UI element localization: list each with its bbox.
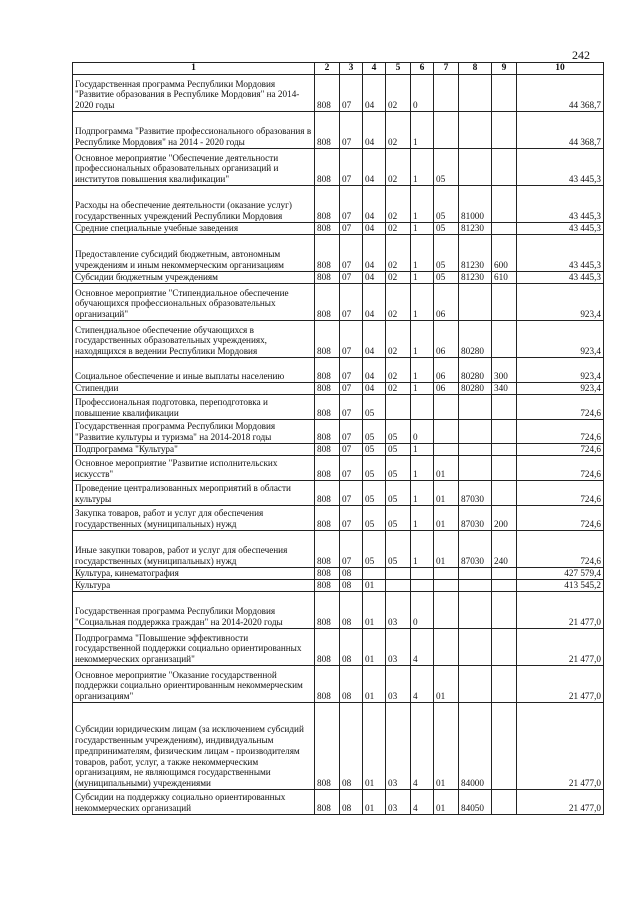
code-cell-c7: 06 bbox=[434, 284, 459, 321]
code-cell-c4: 04 bbox=[363, 284, 386, 321]
code-cell-c7 bbox=[434, 75, 459, 112]
code-cell-c9 bbox=[492, 395, 517, 420]
code-cell-c7: 06 bbox=[434, 358, 459, 383]
amount-cell: 43 445,3 bbox=[517, 223, 604, 235]
table-row bbox=[73, 149, 604, 186]
code-cell-c4: 01 bbox=[363, 629, 386, 666]
code-cell-c5: 05 bbox=[386, 420, 411, 444]
code-cell-c8 bbox=[459, 112, 492, 149]
code-cell-c2: 808 bbox=[315, 580, 340, 592]
code-cell-c8: 80280 bbox=[459, 321, 492, 358]
code-cell-c7: 06 bbox=[434, 383, 459, 395]
code-cell-c4: 04 bbox=[363, 186, 386, 223]
code-cell-c8: 87030 bbox=[459, 481, 492, 506]
code-cell-c4: 05 bbox=[363, 444, 386, 456]
code-cell-c6: 1 bbox=[411, 531, 434, 568]
table-row bbox=[73, 321, 604, 358]
code-cell-c5 bbox=[386, 395, 411, 420]
code-cell-c4: 05 bbox=[363, 456, 386, 481]
code-cell-c9 bbox=[492, 444, 517, 456]
code-cell-c6: 1 bbox=[411, 456, 434, 481]
table-row bbox=[73, 456, 604, 481]
amount-cell: 923,4 bbox=[517, 284, 604, 321]
code-cell-c6: 1 bbox=[411, 112, 434, 149]
code-cell-c3: 08 bbox=[340, 568, 363, 580]
code-cell-c3: 08 bbox=[340, 629, 363, 666]
code-cell-c9 bbox=[492, 284, 517, 321]
code-cell-c2: 808 bbox=[315, 112, 340, 149]
code-cell-c4: 01 bbox=[363, 666, 386, 703]
code-cell-c7: 01 bbox=[434, 531, 459, 568]
code-cell-c7 bbox=[434, 420, 459, 444]
code-cell-c3: 07 bbox=[340, 186, 363, 223]
code-cell-c6: 1 bbox=[411, 506, 434, 531]
code-cell-c4: 04 bbox=[363, 235, 386, 272]
row-name-cell: Субсидии на поддержку социально ориентированных некоммерческих организаций bbox=[73, 790, 315, 815]
code-cell-c9: 600 bbox=[492, 235, 517, 272]
code-cell-c6: 0 bbox=[411, 592, 434, 629]
code-cell-c8: 81230 bbox=[459, 235, 492, 272]
code-cell-c6: 1 bbox=[411, 321, 434, 358]
code-cell-c2: 808 bbox=[315, 420, 340, 444]
amount-cell: 923,4 bbox=[517, 321, 604, 358]
code-cell-c6: 1 bbox=[411, 358, 434, 383]
row-name-cell: Расходы на обеспечение деятельности (оказание услуг) государственных учреждений Республики Мордовия bbox=[73, 186, 315, 223]
code-cell-c3: 07 bbox=[340, 444, 363, 456]
code-cell-c8: 81230 bbox=[459, 272, 492, 284]
code-cell-c9: 240 bbox=[492, 531, 517, 568]
code-cell-c7: 01 bbox=[434, 456, 459, 481]
code-cell-c9 bbox=[492, 580, 517, 592]
row-name-cell: Стипендиальное обеспечение обучающихся в государственных образовательных учреждениях, находящихся в ведении Республики Мордовия bbox=[73, 321, 315, 358]
row-name-cell: Стипендии bbox=[73, 383, 315, 395]
code-cell-c8 bbox=[459, 568, 492, 580]
column-header: 6 bbox=[411, 63, 434, 75]
code-cell-c3: 08 bbox=[340, 790, 363, 815]
code-cell-c5: 02 bbox=[386, 75, 411, 112]
table-row bbox=[73, 592, 604, 629]
code-cell-c6 bbox=[411, 580, 434, 592]
row-name-cell: Закупка товаров, работ и услуг для обеспечения государственных (муниципальных) нужд bbox=[73, 506, 315, 531]
table-row bbox=[73, 284, 604, 321]
code-cell-c3: 08 bbox=[340, 580, 363, 592]
code-cell-c3: 07 bbox=[340, 506, 363, 531]
code-cell-c7 bbox=[434, 112, 459, 149]
code-cell-c5: 02 bbox=[386, 149, 411, 186]
code-cell-c9 bbox=[492, 75, 517, 112]
code-cell-c6: 1 bbox=[411, 444, 434, 456]
row-name-cell: Профессиональная подготовка, переподготовка и повышение квалификации bbox=[73, 395, 315, 420]
code-cell-c3: 07 bbox=[340, 383, 363, 395]
amount-cell: 724,6 bbox=[517, 531, 604, 568]
table-row bbox=[73, 568, 604, 580]
amount-cell: 44 368,7 bbox=[517, 75, 604, 112]
row-name-cell: Основное мероприятие "Обеспечение деятельности профессиональных образовательных организаций и институтов повышения квалификации" bbox=[73, 149, 315, 186]
code-cell-c6: 1 bbox=[411, 272, 434, 284]
column-header: 7 bbox=[434, 63, 459, 75]
row-name-cell: Основное мероприятие "Оказание государственной поддержки социально ориентированным некоммерческим организациям" bbox=[73, 666, 315, 703]
code-cell-c3: 07 bbox=[340, 284, 363, 321]
code-cell-c8 bbox=[459, 592, 492, 629]
table-header bbox=[73, 63, 604, 75]
code-cell-c8 bbox=[459, 75, 492, 112]
code-cell-c2: 808 bbox=[315, 149, 340, 186]
code-cell-c4: 04 bbox=[363, 112, 386, 149]
table-row bbox=[73, 790, 604, 815]
code-cell-c5: 05 bbox=[386, 531, 411, 568]
code-cell-c7 bbox=[434, 580, 459, 592]
table-row bbox=[73, 629, 604, 666]
amount-cell: 43 445,3 bbox=[517, 272, 604, 284]
code-cell-c9: 200 bbox=[492, 506, 517, 531]
code-cell-c4: 04 bbox=[363, 321, 386, 358]
code-cell-c8 bbox=[459, 629, 492, 666]
table-row bbox=[73, 666, 604, 703]
code-cell-c7: 01 bbox=[434, 666, 459, 703]
code-cell-c7 bbox=[434, 568, 459, 580]
code-cell-c6 bbox=[411, 568, 434, 580]
code-cell-c8: 87030 bbox=[459, 506, 492, 531]
code-cell-c3: 07 bbox=[340, 358, 363, 383]
code-cell-c5: 05 bbox=[386, 444, 411, 456]
column-header: 2 bbox=[315, 63, 340, 75]
column-header: 3 bbox=[340, 63, 363, 75]
code-cell-c9: 610 bbox=[492, 272, 517, 284]
code-cell-c9 bbox=[492, 629, 517, 666]
code-cell-c8 bbox=[459, 284, 492, 321]
code-cell-c5: 05 bbox=[386, 506, 411, 531]
row-name-cell: Государственная программа Республики Мордовия "Развитие образования в Республике Мордовия" на 2014-2020 годы bbox=[73, 75, 315, 112]
code-cell-c2: 808 bbox=[315, 383, 340, 395]
code-cell-c3: 07 bbox=[340, 75, 363, 112]
code-cell-c9 bbox=[492, 149, 517, 186]
code-cell-c5: 02 bbox=[386, 383, 411, 395]
code-cell-c7 bbox=[434, 592, 459, 629]
row-name-cell: Культура bbox=[73, 580, 315, 592]
table-row bbox=[73, 703, 604, 790]
code-cell-c2: 808 bbox=[315, 321, 340, 358]
code-cell-c2: 808 bbox=[315, 444, 340, 456]
row-name-cell: Государственная программа Республики Мордовия "Развитие культуры и туризма" на 2014-2018 годы bbox=[73, 420, 315, 444]
amount-cell: 724,6 bbox=[517, 444, 604, 456]
table-body bbox=[73, 75, 604, 815]
row-name-cell: Средние специальные учебные заведения bbox=[73, 223, 315, 235]
code-cell-c4: 01 bbox=[363, 790, 386, 815]
code-cell-c7: 05 bbox=[434, 186, 459, 223]
row-name-cell: Основное мероприятие "Стипендиальное обеспечение обучающихся профессиональных образовательных организаций" bbox=[73, 284, 315, 321]
code-cell-c3: 08 bbox=[340, 703, 363, 790]
code-cell-c5 bbox=[386, 568, 411, 580]
header-row bbox=[73, 63, 604, 75]
amount-cell: 724,6 bbox=[517, 456, 604, 481]
code-cell-c8: 80280 bbox=[459, 358, 492, 383]
code-cell-c9 bbox=[492, 568, 517, 580]
table-row bbox=[73, 395, 604, 420]
code-cell-c7: 05 bbox=[434, 235, 459, 272]
amount-cell: 923,4 bbox=[517, 383, 604, 395]
row-name-cell: Подпрограмма "Развитие профессионального образования в Республике Мордовия" на 2014 - 2020 годы bbox=[73, 112, 315, 149]
code-cell-c5: 02 bbox=[386, 284, 411, 321]
row-name-cell: Культура, кинематография bbox=[73, 568, 315, 580]
amount-cell: 43 445,3 bbox=[517, 235, 604, 272]
row-name-cell: Подпрограмма "Повышение эффективности государственной поддержки социально ориентированных некоммерческих организаций" bbox=[73, 629, 315, 666]
code-cell-c2: 808 bbox=[315, 703, 340, 790]
table-row bbox=[73, 272, 604, 284]
code-cell-c2: 808 bbox=[315, 629, 340, 666]
code-cell-c2: 808 bbox=[315, 506, 340, 531]
code-cell-c9 bbox=[492, 112, 517, 149]
code-cell-c2: 808 bbox=[315, 395, 340, 420]
code-cell-c5: 03 bbox=[386, 703, 411, 790]
code-cell-c6: 1 bbox=[411, 235, 434, 272]
code-cell-c6: 4 bbox=[411, 703, 434, 790]
code-cell-c4: 05 bbox=[363, 420, 386, 444]
amount-cell: 21 477,0 bbox=[517, 629, 604, 666]
code-cell-c2: 808 bbox=[315, 456, 340, 481]
row-name-cell: Подпрограмма "Культура" bbox=[73, 444, 315, 456]
row-name-cell: Иные закупки товаров, работ и услуг для обеспечения государственных (муниципальных) нужд bbox=[73, 531, 315, 568]
code-cell-c4: 05 bbox=[363, 395, 386, 420]
code-cell-c9 bbox=[492, 703, 517, 790]
code-cell-c9 bbox=[492, 420, 517, 444]
code-cell-c5: 05 bbox=[386, 456, 411, 481]
code-cell-c9 bbox=[492, 666, 517, 703]
code-cell-c8: 84050 bbox=[459, 790, 492, 815]
amount-cell: 21 477,0 bbox=[517, 666, 604, 703]
code-cell-c2: 808 bbox=[315, 481, 340, 506]
code-cell-c6 bbox=[411, 395, 434, 420]
code-cell-c6: 4 bbox=[411, 790, 434, 815]
code-cell-c7: 06 bbox=[434, 321, 459, 358]
code-cell-c4: 01 bbox=[363, 580, 386, 592]
code-cell-c3: 07 bbox=[340, 420, 363, 444]
code-cell-c7 bbox=[434, 629, 459, 666]
code-cell-c2: 808 bbox=[315, 284, 340, 321]
table-row bbox=[73, 383, 604, 395]
code-cell-c4: 01 bbox=[363, 703, 386, 790]
code-cell-c6: 1 bbox=[411, 481, 434, 506]
amount-cell: 923,4 bbox=[517, 358, 604, 383]
code-cell-c4: 05 bbox=[363, 506, 386, 531]
code-cell-c7: 05 bbox=[434, 272, 459, 284]
code-cell-c6: 1 bbox=[411, 223, 434, 235]
code-cell-c4: 04 bbox=[363, 149, 386, 186]
code-cell-c8: 81230 bbox=[459, 223, 492, 235]
amount-cell: 724,6 bbox=[517, 506, 604, 531]
code-cell-c3: 07 bbox=[340, 149, 363, 186]
amount-cell: 43 445,3 bbox=[517, 149, 604, 186]
code-cell-c3: 07 bbox=[340, 112, 363, 149]
code-cell-c3: 07 bbox=[340, 235, 363, 272]
code-cell-c6: 1 bbox=[411, 186, 434, 223]
amount-cell: 413 545,2 bbox=[517, 580, 604, 592]
row-name-cell: Социальное обеспечение и иные выплаты населению bbox=[73, 358, 315, 383]
code-cell-c3: 07 bbox=[340, 531, 363, 568]
amount-cell: 21 477,0 bbox=[517, 790, 604, 815]
code-cell-c8: 80280 bbox=[459, 383, 492, 395]
code-cell-c6: 1 bbox=[411, 383, 434, 395]
table-row bbox=[73, 75, 604, 112]
code-cell-c8: 87030 bbox=[459, 531, 492, 568]
code-cell-c9 bbox=[492, 186, 517, 223]
code-cell-c7: 05 bbox=[434, 223, 459, 235]
code-cell-c6: 0 bbox=[411, 420, 434, 444]
amount-cell: 21 477,0 bbox=[517, 703, 604, 790]
row-name-cell: Проведение централизованных мероприятий в области культуры bbox=[73, 481, 315, 506]
code-cell-c9 bbox=[492, 321, 517, 358]
page-number: 242 bbox=[572, 48, 590, 62]
column-header: 8 bbox=[459, 63, 492, 75]
code-cell-c7 bbox=[434, 395, 459, 420]
code-cell-c9 bbox=[492, 223, 517, 235]
code-cell-c7: 01 bbox=[434, 703, 459, 790]
table-row bbox=[73, 420, 604, 444]
code-cell-c4: 04 bbox=[363, 272, 386, 284]
table-row bbox=[73, 235, 604, 272]
code-cell-c9 bbox=[492, 481, 517, 506]
column-header: 9 bbox=[492, 63, 517, 75]
code-cell-c3: 08 bbox=[340, 592, 363, 629]
column-header: 1 bbox=[73, 63, 315, 75]
code-cell-c2: 808 bbox=[315, 666, 340, 703]
code-cell-c3: 07 bbox=[340, 456, 363, 481]
code-cell-c3: 07 bbox=[340, 481, 363, 506]
code-cell-c8 bbox=[459, 666, 492, 703]
code-cell-c9 bbox=[492, 456, 517, 481]
code-cell-c9: 300 bbox=[492, 358, 517, 383]
code-cell-c3: 07 bbox=[340, 272, 363, 284]
row-name-cell: Предоставление субсидий бюджетным, автономным учреждениям и иным некоммерческим организациям bbox=[73, 235, 315, 272]
code-cell-c8: 84000 bbox=[459, 703, 492, 790]
code-cell-c8 bbox=[459, 149, 492, 186]
code-cell-c5: 03 bbox=[386, 666, 411, 703]
code-cell-c4 bbox=[363, 568, 386, 580]
code-cell-c3: 07 bbox=[340, 395, 363, 420]
code-cell-c4: 04 bbox=[363, 358, 386, 383]
code-cell-c9: 340 bbox=[492, 383, 517, 395]
code-cell-c9 bbox=[492, 592, 517, 629]
code-cell-c2: 808 bbox=[315, 358, 340, 383]
code-cell-c3: 07 bbox=[340, 321, 363, 358]
code-cell-c5: 02 bbox=[386, 235, 411, 272]
code-cell-c5: 02 bbox=[386, 358, 411, 383]
code-cell-c6: 0 bbox=[411, 75, 434, 112]
code-cell-c2: 808 bbox=[315, 790, 340, 815]
code-cell-c8 bbox=[459, 420, 492, 444]
code-cell-c8 bbox=[459, 580, 492, 592]
code-cell-c4: 01 bbox=[363, 592, 386, 629]
code-cell-c7: 01 bbox=[434, 790, 459, 815]
table-row bbox=[73, 531, 604, 568]
code-cell-c4: 05 bbox=[363, 481, 386, 506]
code-cell-c5: 02 bbox=[386, 112, 411, 149]
code-cell-c8 bbox=[459, 444, 492, 456]
code-cell-c4: 04 bbox=[363, 383, 386, 395]
code-cell-c5: 03 bbox=[386, 790, 411, 815]
amount-cell: 724,6 bbox=[517, 395, 604, 420]
amount-cell: 724,6 bbox=[517, 481, 604, 506]
code-cell-c7: 05 bbox=[434, 149, 459, 186]
table-row bbox=[73, 223, 604, 235]
amount-cell: 43 445,3 bbox=[517, 186, 604, 223]
table-row bbox=[73, 506, 604, 531]
code-cell-c4: 05 bbox=[363, 531, 386, 568]
code-cell-c7: 01 bbox=[434, 506, 459, 531]
amount-cell: 724,6 bbox=[517, 420, 604, 444]
code-cell-c5: 05 bbox=[386, 481, 411, 506]
table-row bbox=[73, 444, 604, 456]
code-cell-c2: 808 bbox=[315, 531, 340, 568]
code-cell-c2: 808 bbox=[315, 235, 340, 272]
code-cell-c5: 02 bbox=[386, 321, 411, 358]
code-cell-c5: 02 bbox=[386, 223, 411, 235]
code-cell-c3: 08 bbox=[340, 666, 363, 703]
row-name-cell: Субсидии бюджетным учреждениям bbox=[73, 272, 315, 284]
code-cell-c9 bbox=[492, 790, 517, 815]
code-cell-c5: 03 bbox=[386, 629, 411, 666]
code-cell-c3: 07 bbox=[340, 223, 363, 235]
code-cell-c2: 808 bbox=[315, 75, 340, 112]
amount-cell: 427 579,4 bbox=[517, 568, 604, 580]
budget-table bbox=[72, 62, 604, 815]
table-row bbox=[73, 481, 604, 506]
code-cell-c2: 808 bbox=[315, 272, 340, 284]
table-row bbox=[73, 186, 604, 223]
code-cell-c6: 4 bbox=[411, 629, 434, 666]
code-cell-c4: 04 bbox=[363, 223, 386, 235]
amount-cell: 21 477,0 bbox=[517, 592, 604, 629]
amount-cell: 44 368,7 bbox=[517, 112, 604, 149]
column-header: 4 bbox=[363, 63, 386, 75]
table-row bbox=[73, 358, 604, 383]
code-cell-c8: 81000 bbox=[459, 186, 492, 223]
table-row bbox=[73, 112, 604, 149]
column-header: 10 bbox=[517, 63, 604, 75]
row-name-cell: Основное мероприятие "Развитие исполнительских искусств" bbox=[73, 456, 315, 481]
code-cell-c8 bbox=[459, 395, 492, 420]
row-name-cell: Государственная программа Республики Мордовия "Социальная поддержка граждан" на 2014-2020 годы bbox=[73, 592, 315, 629]
code-cell-c4: 04 bbox=[363, 75, 386, 112]
code-cell-c6: 1 bbox=[411, 284, 434, 321]
code-cell-c6: 1 bbox=[411, 149, 434, 186]
code-cell-c6: 4 bbox=[411, 666, 434, 703]
code-cell-c5: 03 bbox=[386, 592, 411, 629]
code-cell-c7 bbox=[434, 444, 459, 456]
code-cell-c2: 808 bbox=[315, 568, 340, 580]
code-cell-c8 bbox=[459, 456, 492, 481]
code-cell-c2: 808 bbox=[315, 186, 340, 223]
column-header: 5 bbox=[386, 63, 411, 75]
code-cell-c2: 808 bbox=[315, 592, 340, 629]
code-cell-c7: 01 bbox=[434, 481, 459, 506]
code-cell-c2: 808 bbox=[315, 223, 340, 235]
code-cell-c5 bbox=[386, 580, 411, 592]
code-cell-c5: 02 bbox=[386, 272, 411, 284]
row-name-cell: Субсидии юридическим лицам (за исключением субсидий государственным учреждениям), индивидуальным предпринимателям, физическим лицам - производителям товаров, работ, услуг, а также некоммерческим организациям, не являющимся государственными (муниципальными) учреждениями bbox=[73, 703, 315, 790]
table-row bbox=[73, 580, 604, 592]
code-cell-c5: 02 bbox=[386, 186, 411, 223]
